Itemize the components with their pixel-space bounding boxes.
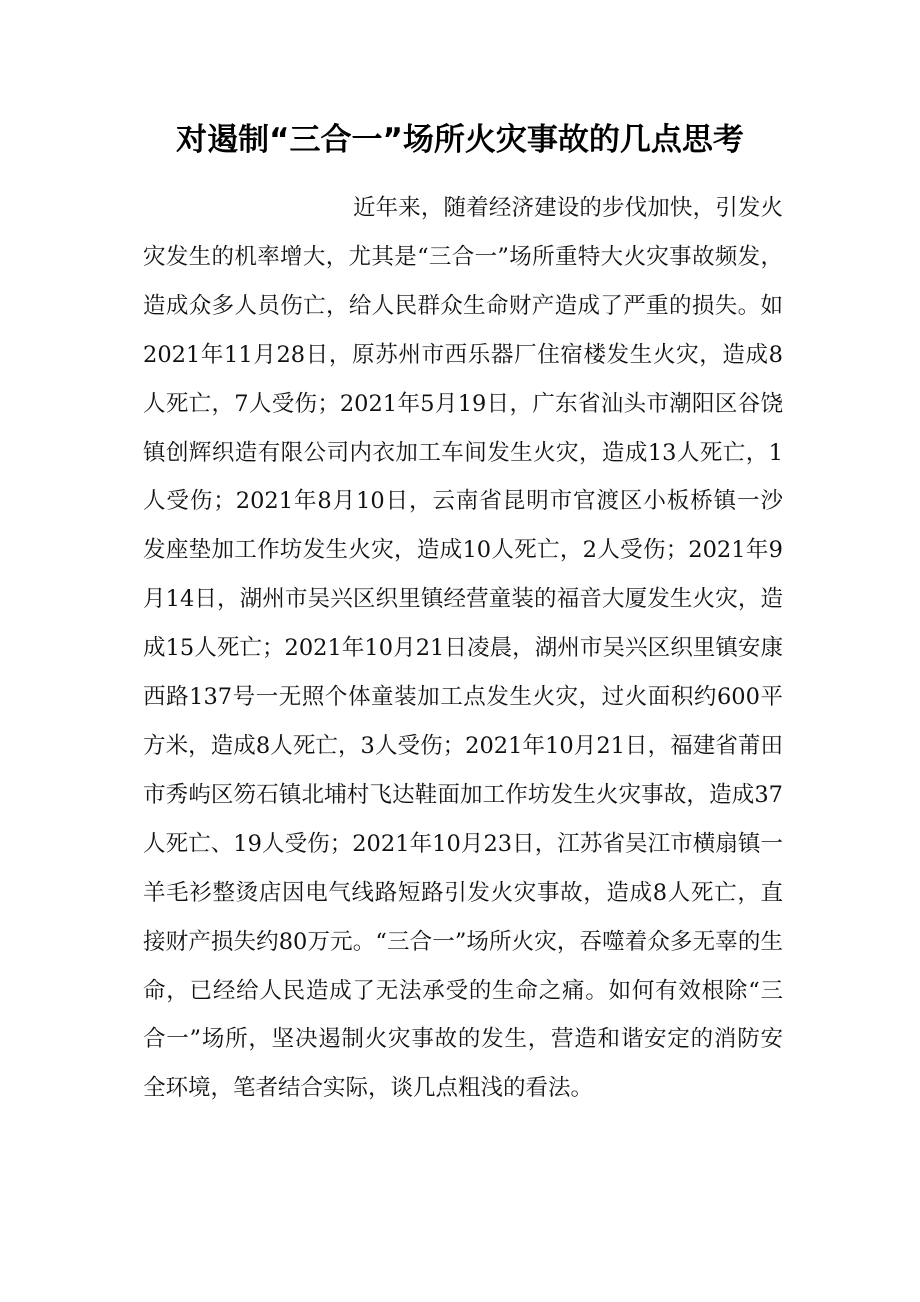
- intro-paragraph: 近年来，随着经济建设的步伐加快，引发火灾发生的机率增大，尤其是“三合一”场所重特大火灾事故频发，造成众多人员伤亡，给人民群众生命财产造成了严重的损失。如2021年11月28日，原苏州市西乐器厂住宿楼发生火灾，造成8人死亡，7人受伤；2021年5月19日，广东省汕头市潮阳区谷饶镇创辉织造有限公司内衣加工车间发生火灾，造成13人死亡，1人受伤；2021年8月10日，云南省昆明市官渡区小板桥镇一沙发座垫加工作坊发生火灾，造成10人死亡，2人受伤；2021年9月14日，湖州市吴兴区织里镇经营童装的福音大厦发生火灾，造成15人死亡；2021年10月21日凌晨，湖州市吴兴区织里镇安康西路137号一无照个体童装加工点发生火灾，过火面积约600平方米，造成8人死亡，3人受伤；2021年10月21日，福建省莆田市秀屿区笏石镇北埔村飞达鞋面加工作坊发生火灾事故，造成37人死亡、19人受伤；2021年10月23日，江苏省吴江市横扇镇一羊毛衫整烫店因电气线路短路引发火灾事故，造成8人死亡，直接财产损失约80万元。“三合一”场所火灾，吞噬着众多无辜的生命，已经给人民造成了无法承受的生命之痛。如何有效根除“三合一”场所，坚决遏制火灾事故的发生，营造和谐安定的消防安全环境，笔者结合实际，谈几点粗浅的看法。: [143, 195, 783, 1102]
- document-title: 对遏制“三合一”场所火灾事故的几点思考: [176, 122, 744, 158]
